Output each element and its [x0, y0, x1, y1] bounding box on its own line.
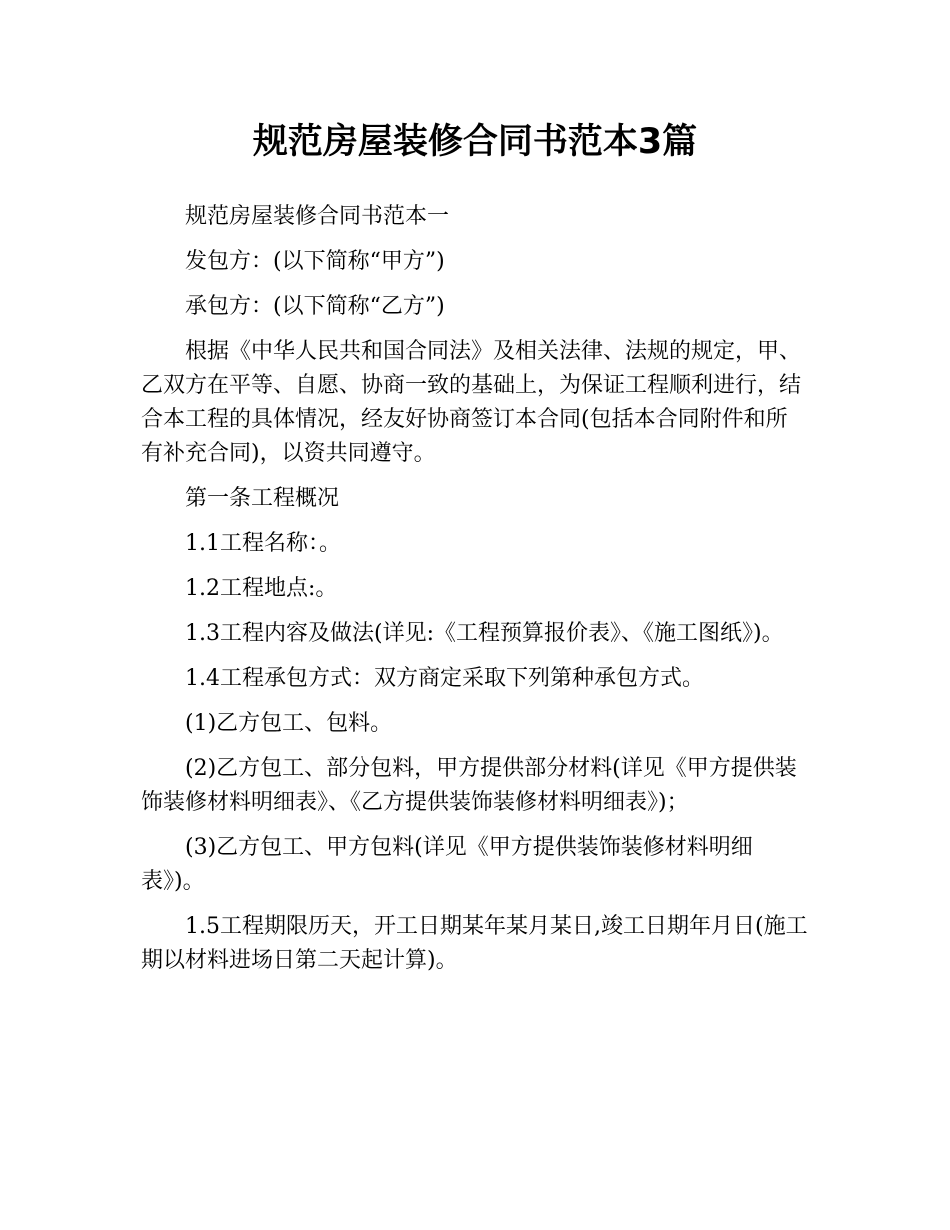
paragraph-party-a: 发包方：(以下简称“甲方”)	[185, 249, 445, 274]
paragraph-option-3: (3)乙方包工、甲方包料(详见《甲方提供装饰装修材料明细表》)。	[141, 835, 753, 894]
paragraph-clause-1-2: 1.2工程地点:。	[185, 576, 338, 601]
paragraph-contract-heading: 规范房屋装修合同书范本一	[185, 204, 450, 229]
paragraph-clause-1-3: 1.3工程内容及做法(详见:《工程预算报价表》、《施工图纸》)。	[185, 621, 784, 646]
paragraph-article-1-heading: 第一条工程概况	[185, 486, 340, 511]
paragraph-clause-1-4: 1.4工程承包方式：双方商定采取下列第种承包方式。	[185, 666, 704, 691]
paragraph-clause-1-5: 1.5工程期限历天，开工日期某年某月某日,竣工日期年月日(施工期以材料进场日第二天起计算)。	[141, 914, 808, 973]
document-title: 规范房屋装修合同书范本3篇	[252, 122, 698, 162]
paragraph-option-1: (1)乙方包工、包料。	[185, 711, 393, 736]
paragraph-preamble: 根据《中华人民共和国合同法》及相关法律、法规的规定，甲、乙双方在平等、自愿、协商一致的基础上，为保证工程顺利进行，结合本工程的具体情况，经友好协商签订本合同(包括本合同附件和所有补充合同)，以资共同遵守。	[141, 339, 802, 466]
paragraph-party-b: 承包方：(以下简称“乙方”)	[185, 294, 445, 319]
paragraph-option-2: (2)乙方包工、部分包料，甲方提供部分材料(详见《甲方提供装饰装修材料明细表》、《乙方提供装饰装修材料明细表》)；	[141, 756, 797, 815]
paragraph-clause-1-1: 1.1工程名称：。	[185, 531, 341, 556]
document-body	[141, 200, 809, 989]
